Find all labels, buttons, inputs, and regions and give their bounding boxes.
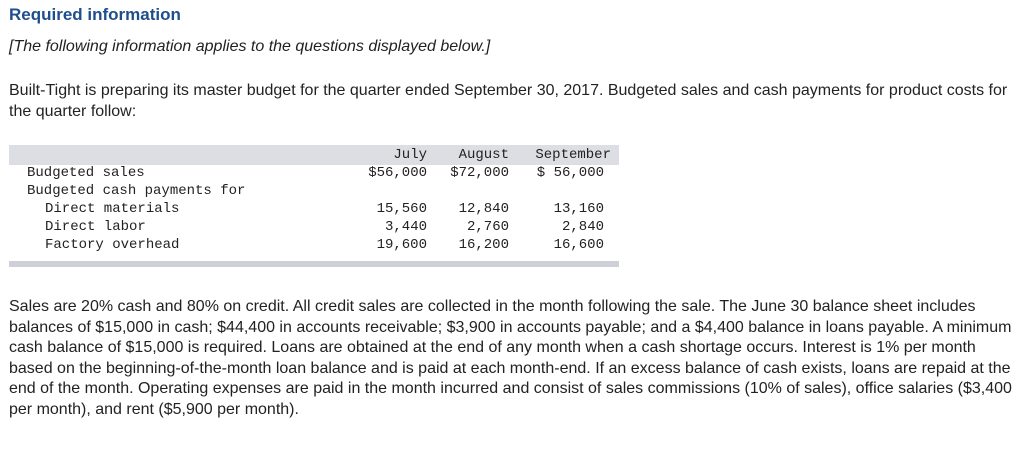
- cell-materials-august: 12,840: [458, 201, 509, 217]
- cell-sales-september: $ 56,000: [536, 165, 604, 181]
- cell-labor-july: 3,440: [384, 219, 427, 235]
- section-heading: Required information: [9, 5, 181, 24]
- intro-text: Built-Tight is preparing its master budget for the quarter ended September 30, 2017. Budgeted sales and cash payments for product costs for the quarter follow:: [9, 82, 1008, 120]
- row-label-direct-materials: Direct materials: [45, 201, 180, 217]
- row-label-cash-payments: Budgeted cash payments for: [27, 183, 246, 199]
- details-paragraph: Sales are 20% cash and 80% on credit. All credit sales are collected in the month following the sale. The June 30 balance sheet includes balances of $15,000 in cash; $44,400 in accounts receivable; $3,900 in accounts payable; and a $4,400 balance in loans payable. A minimum cash balance of $15,000 is required. Loans are obtained at the end of any month when a cash shortage occurs. Interest is 1% per month based on the beginning-of-the-month loan balance and is paid at each month-end. If an excess balance of cash exists, loans are repaid at the end of the month. Operating expenses are paid in the month incurred and consist of sales commissions (10% of sales), office salaries ($3,400 per month), and rent ($5,900 per month).: [9, 298, 1012, 418]
- column-header-august: August: [458, 147, 509, 163]
- column-header-september: September: [535, 147, 611, 163]
- cell-materials-september: 13,160: [553, 201, 604, 217]
- row-label-direct-labor: Direct labor: [45, 219, 146, 235]
- row-label-budgeted-sales: Budgeted sales: [27, 165, 145, 181]
- cell-labor-august: 2,760: [466, 219, 509, 235]
- cell-overhead-august: 16,200: [458, 237, 509, 253]
- cell-sales-july: $56,000: [368, 165, 427, 181]
- budget-table: [9, 145, 619, 267]
- cell-sales-august: $72,000: [450, 165, 509, 181]
- cell-overhead-september: 16,600: [553, 237, 604, 253]
- cell-overhead-july: 19,600: [376, 237, 427, 253]
- cell-labor-september: 2,840: [561, 219, 604, 235]
- row-label-factory-overhead: Factory overhead: [45, 237, 180, 253]
- applies-note: [The following information applies to the questions displayed below.]: [9, 38, 491, 55]
- column-header-july: July: [393, 147, 427, 163]
- table-footer-band: [9, 261, 619, 267]
- cell-materials-july: 15,560: [376, 201, 427, 217]
